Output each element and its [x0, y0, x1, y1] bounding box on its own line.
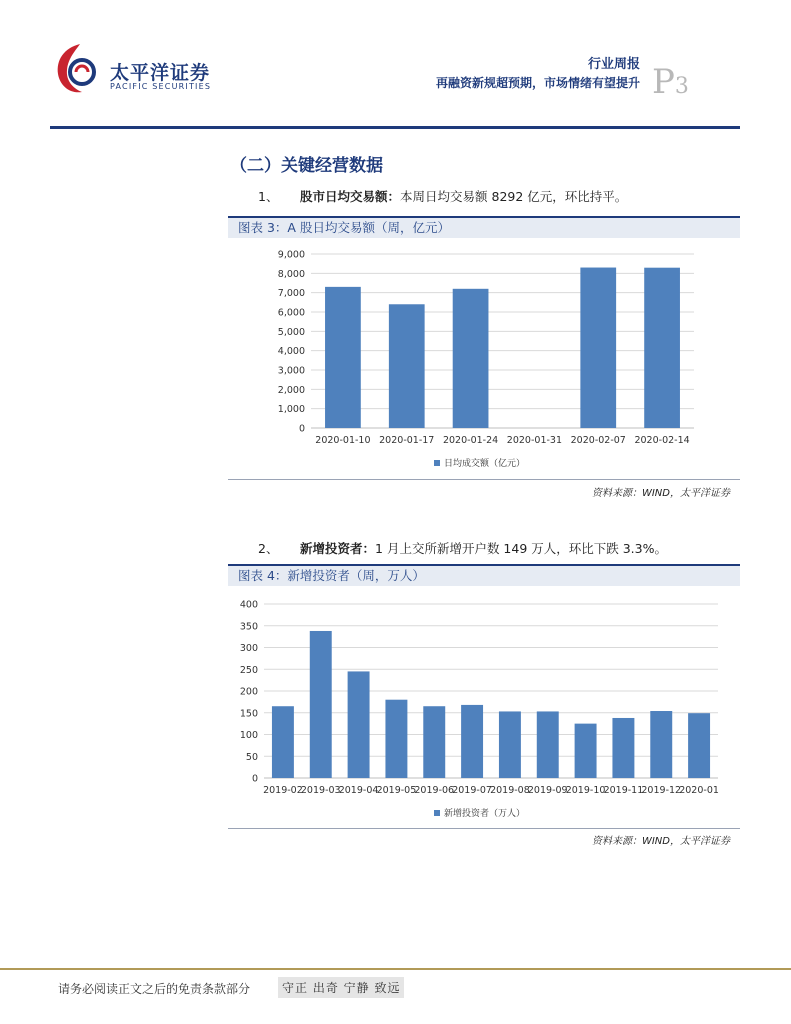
- bar: [325, 287, 361, 428]
- legend-label: 日均成交额（亿元）: [444, 459, 526, 469]
- y-tick-label: 4,000: [277, 346, 305, 358]
- x-tick-label: 2020-01-31: [506, 435, 563, 446]
- bar: [499, 711, 521, 778]
- item-index: 2、: [258, 541, 279, 556]
- y-tick-label: 200: [239, 686, 258, 698]
- y-tick-label: 8,000: [277, 268, 305, 280]
- y-tick-label: 150: [239, 708, 258, 720]
- x-tick-label: 2019-10: [565, 785, 606, 796]
- page-letter: P: [652, 62, 675, 102]
- footer-disclaimer: 请务必阅读正文之后的免责条款部分: [58, 982, 251, 996]
- bar: [650, 711, 672, 778]
- item-label: 新增投资者：: [300, 541, 376, 556]
- x-tick-label: 2019-09: [527, 785, 568, 796]
- item-text: 本周日均交易额 8292 亿元，环比持平。: [400, 189, 628, 204]
- y-tick-label: 250: [239, 664, 258, 676]
- daily-turnover-bar-chart: [228, 240, 740, 480]
- figure-source: 资料来源：WIND，太平洋证券: [591, 836, 730, 847]
- bar: [644, 268, 680, 428]
- x-tick-label: 2019-02: [263, 785, 303, 796]
- y-tick-label: 300: [239, 643, 258, 654]
- y-tick-label: 50: [245, 751, 258, 763]
- figure-bottom-rule: [228, 828, 740, 829]
- bar: [575, 724, 597, 778]
- item-label: 股市日均交易额：: [300, 189, 401, 204]
- bar: [453, 289, 489, 428]
- item-new-investors: [258, 539, 667, 557]
- y-tick-label: 100: [239, 730, 258, 741]
- footer-motto: 守正 出奇 宁静 致远: [278, 977, 404, 998]
- x-tick-label: 2020-01-24: [442, 435, 499, 446]
- new-investors-bar-chart: [228, 588, 740, 828]
- figure-caption: 图表 3：A 股日均交易额（周，亿元）: [228, 218, 740, 238]
- bar: [385, 700, 407, 778]
- x-tick-label: 2019-11: [603, 785, 644, 796]
- bar: [612, 718, 634, 778]
- section-title: （二）关键经营数据: [230, 156, 383, 176]
- legend-swatch: [434, 810, 440, 816]
- item-index: 1、: [258, 189, 279, 204]
- legend-label: 新增投资者（万人）: [444, 809, 526, 819]
- y-tick-label: 400: [239, 599, 258, 611]
- y-tick-label: 2,000: [277, 384, 305, 396]
- bar: [461, 705, 483, 778]
- y-tick-label: 3,000: [277, 365, 305, 377]
- figure-caption: 图表 4：新增投资者（周，万人）: [228, 566, 740, 586]
- x-tick-label: 2019-06: [414, 785, 455, 796]
- bar: [348, 671, 370, 778]
- x-tick-label: 2020-01-17: [379, 435, 435, 446]
- x-tick-label: 2019-08: [490, 785, 530, 796]
- x-tick-label: 2020-01-10: [315, 435, 371, 446]
- bar: [389, 304, 425, 428]
- figure-bottom-rule: [228, 479, 740, 480]
- x-tick-label: 2020-02-07: [570, 435, 626, 446]
- page-digit: 3: [674, 74, 689, 99]
- page-number: [652, 64, 689, 105]
- x-tick-label: 2019-07: [452, 785, 492, 796]
- y-tick-label: 9,000: [277, 249, 305, 261]
- y-tick-label: 0: [298, 423, 305, 435]
- bar: [537, 711, 559, 778]
- figure-source: 资料来源：WIND，太平洋证券: [591, 488, 730, 499]
- bar: [310, 631, 332, 778]
- logo-english-name: PACIFIC SECURITIES: [110, 82, 212, 91]
- x-tick-label: 2020-02-14: [634, 435, 690, 446]
- x-tick-label: 2020-01: [679, 785, 719, 796]
- y-tick-label: 5,000: [277, 326, 305, 338]
- x-tick-label: 2019-04: [338, 785, 379, 796]
- legend-swatch: [434, 460, 440, 466]
- y-tick-label: 0: [251, 773, 258, 785]
- y-tick-label: 6,000: [277, 307, 305, 319]
- logo-chinese-name: 太平洋证券: [110, 62, 211, 84]
- item-text: 1 月上交所新增开户数 149 万人，环比下跌 3.3%。: [375, 541, 667, 556]
- bar: [580, 268, 616, 428]
- report-title: 再融资新规超预期，市场情绪有望提升: [435, 76, 640, 90]
- x-tick-label: 2019-05: [376, 785, 417, 796]
- report-type: 行业周报: [587, 57, 640, 72]
- x-tick-label: 2019-12: [641, 785, 682, 796]
- y-tick-label: 7,000: [277, 288, 305, 300]
- bar: [272, 706, 294, 778]
- bar: [423, 706, 445, 778]
- x-tick-label: 2019-03: [300, 785, 341, 796]
- header-divider: [50, 126, 740, 129]
- footer-divider: [0, 968, 791, 970]
- y-tick-label: 1,000: [277, 404, 305, 416]
- y-tick-label: 350: [239, 621, 258, 633]
- bar: [688, 713, 710, 778]
- item-trading-volume: [258, 187, 627, 205]
- pacific-securities-logo-icon: [52, 40, 108, 96]
